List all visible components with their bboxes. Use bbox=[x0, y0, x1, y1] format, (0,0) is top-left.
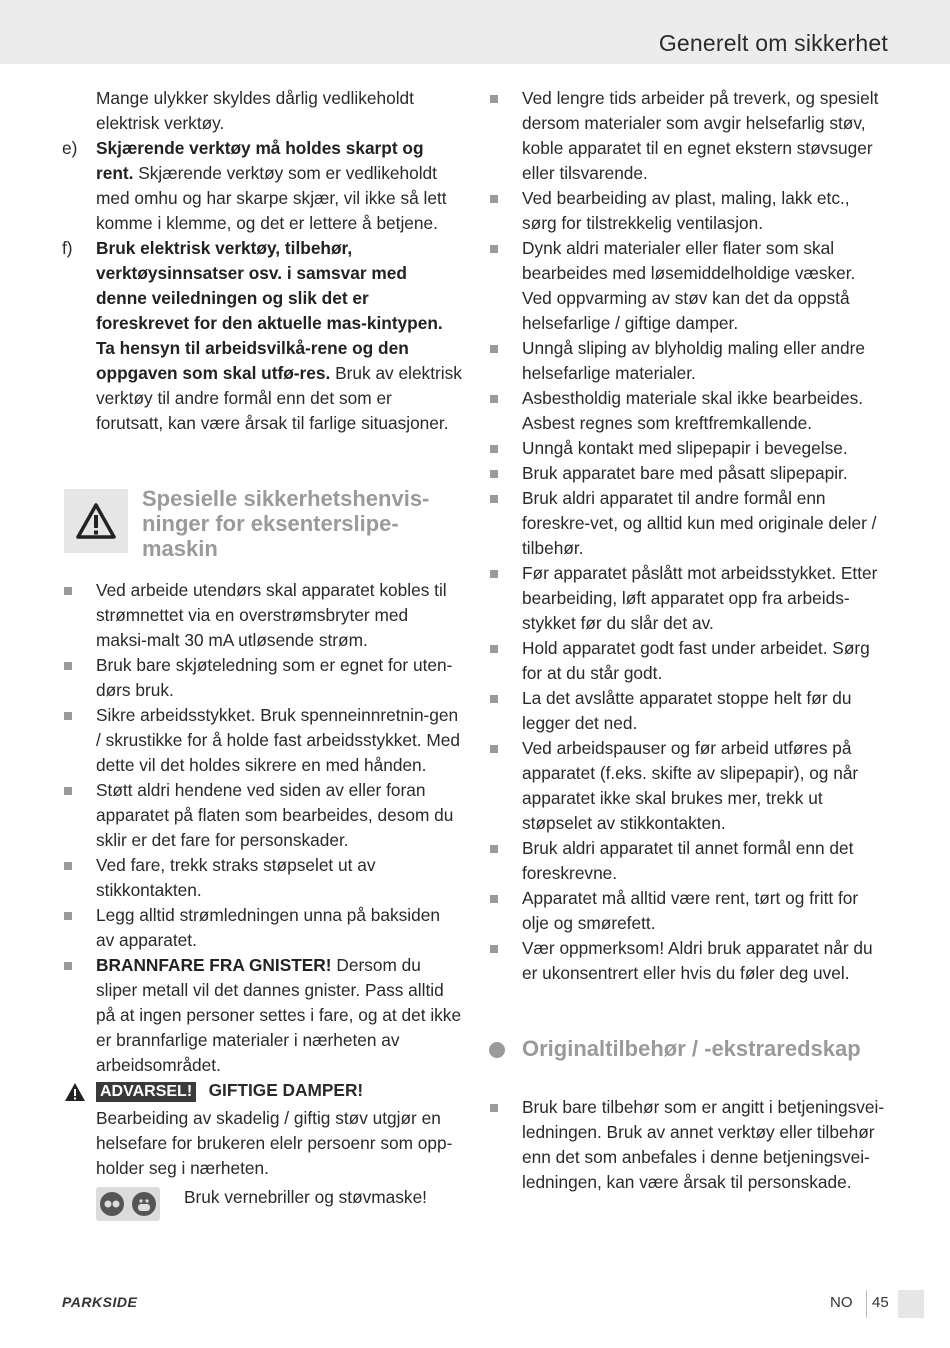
warning-text: Bearbeiding av skadelig / giftig støv utgjør en helsefare for brukeren elelr persoenr som opp-holder seg i nærheten. bbox=[96, 1108, 453, 1178]
item-bold-text: Skjærende verktøy må holdes skarpt og rent. bbox=[96, 138, 424, 183]
item-text: Skjærende verktøy som er vedlikeholdt med omhu og har skarpe skjær, vil ikke så lett komme i klemme, og det er lettere å betjene. bbox=[96, 163, 447, 233]
list-item: Unngå sliping av blyholdig maling eller andre helsefarlige materialer. bbox=[488, 336, 888, 386]
bullet-square-icon bbox=[64, 962, 72, 970]
page-number: 45 bbox=[872, 1294, 889, 1311]
bullet-square-icon bbox=[490, 745, 498, 753]
list-item: Vær oppmerksom! Aldri bruk apparatet når du er ukonsentrert eller hvis du føler deg uvel. bbox=[488, 936, 888, 986]
list-item: Ved lengre tids arbeider på treverk, og spesielt dersom materialer som avgir helsefarlig støv, koble apparatet til en egnet ekstern støvsuger eller tilsvarende. bbox=[488, 86, 888, 186]
list-item: Bruk aldri apparatet til andre formål enn foreskre-vet, og alltid kun med originale deler / tilbehør. bbox=[488, 486, 888, 561]
ppe-row bbox=[62, 1185, 462, 1225]
list-item: Bruk aldri apparatet til annet formål enn det foreskrevne. bbox=[488, 836, 888, 886]
bullet-square-icon bbox=[490, 470, 498, 478]
section-heading-safety bbox=[62, 476, 462, 561]
safety-bullet-list bbox=[62, 578, 462, 1078]
bullet-square-icon bbox=[64, 787, 72, 795]
bullet-square-icon bbox=[64, 862, 72, 870]
bullet-square-icon bbox=[490, 1104, 498, 1112]
list-item: Bruk bare tilbehør som er angitt i betjeningsvei-ledningen. Bruk av annet verktøy eller tilbehør enn det som anbefales i denne betjeningsvei-ledningen, kan være årsak til personskade. bbox=[488, 1095, 888, 1195]
bullet-square-icon bbox=[490, 345, 498, 353]
bullet-square-icon bbox=[64, 712, 72, 720]
bullet-square-icon bbox=[490, 845, 498, 853]
page-title: Generelt om sikkerhet bbox=[658, 30, 888, 56]
warning-badge: ADVARSEL! bbox=[96, 1082, 196, 1102]
item-bold-text: Bruk elektrisk verktøy, tilbehør, verktøysinnsatser osv. i samsvar med denne veiledningen og slik det er foreskrevet for den aktuelle mas-kintypen. Ta hensyn til arbeidsvilkå-rene og den oppgaven som skal utfø-res. bbox=[96, 238, 443, 383]
section-heading-accessories bbox=[488, 1036, 888, 1061]
left-column bbox=[62, 86, 462, 1225]
list-item-e bbox=[62, 136, 462, 236]
warning-row bbox=[62, 1080, 462, 1106]
bullet-square-icon bbox=[490, 395, 498, 403]
bullet-square-icon bbox=[490, 445, 498, 453]
list-item: Ved fare, trekk straks støpselet ut av stikkontakten. bbox=[62, 853, 462, 903]
list-item: Ved arbeide utendørs skal apparatet kobles til strømnettet via en overstrømsbryter med maksi-malt 30 mA utløsende strøm. bbox=[62, 578, 462, 653]
bullet-square-icon bbox=[490, 695, 498, 703]
warning-triangle-icon bbox=[64, 1082, 86, 1107]
ppe-icons bbox=[96, 1187, 160, 1221]
brand-logo: PARKSIDE bbox=[62, 1294, 138, 1310]
safety-goggles-icon bbox=[99, 1191, 125, 1217]
bullet-square-icon bbox=[490, 245, 498, 253]
item-text: Bruk av elektrisk verktøy til andre formål enn det som er forutsatt, kan være årsak til farlige situasjoner. bbox=[96, 363, 462, 433]
list-item: Ved arbeidspauser og før arbeid utføres på apparatet (f.eks. skifte av slipepapir), og når apparatet ikke skal brukes mer, trekk ut støpselet av stikkontakten. bbox=[488, 736, 888, 836]
bullet-square-icon bbox=[490, 495, 498, 503]
list-item: Støtt aldri hendene ved siden av eller foran apparatet på flaten som bearbeides, desom du sklir er det fare for personskader. bbox=[62, 778, 462, 853]
language-code: NO bbox=[830, 1294, 853, 1311]
footer-divider bbox=[866, 1290, 867, 1318]
bullet-square-icon bbox=[490, 895, 498, 903]
section-heading-text: Spesielle sikkerhetshenvis-ninger for eksenterslipe-maskin bbox=[142, 486, 430, 561]
bullet-square-icon bbox=[490, 95, 498, 103]
list-item: Før apparatet påslått mot arbeidsstykket. Etter bearbeiding, løft apparatet opp fra arbeids-stykket før du slår det av. bbox=[488, 561, 888, 636]
list-item: Hold apparatet godt fast under arbeidet. Sørg for at du står godt. bbox=[488, 636, 888, 686]
bullet-dot-icon bbox=[489, 1042, 505, 1058]
warning-title: GIFTIGE DAMPER! bbox=[208, 1080, 364, 1100]
right-column bbox=[488, 86, 888, 1195]
bullet-square-icon bbox=[490, 570, 498, 578]
section-heading-text: Originaltilbehør / -ekstraredskap bbox=[522, 1036, 861, 1061]
bullet-square-icon bbox=[64, 587, 72, 595]
list-item-fire: BRANNFARE FRA GNISTER! Dersom du sliper metall vil det dannes gnister. Pass alltid på at ingen personer settes i fare, og at det ikke er brannfarlige materialer i nærheten av arbeidsområdet. bbox=[62, 953, 462, 1078]
list-item: Apparatet må alltid være rent, tørt og fritt for olje og smørefett. bbox=[488, 886, 888, 936]
intro-text: Mange ulykker skyldes dårlig vedlikeholdt elektrisk verktøy. bbox=[96, 88, 414, 133]
bullet-square-icon bbox=[490, 945, 498, 953]
list-marker: f) bbox=[62, 238, 73, 258]
list-item: Sikre arbeidsstykket. Bruk spenneinnretnin-gen / skrustikke for å holde fast arbeidsstykket. Med dette vil det holdes sikrere en med hånden. bbox=[62, 703, 462, 778]
footer-tab-marker bbox=[898, 1290, 924, 1318]
dust-mask-icon bbox=[131, 1191, 157, 1217]
list-item: Ved bearbeiding av plast, maling, lakk etc., sørg for tilstrekkelig ventilasjon. bbox=[488, 186, 888, 236]
list-item: Asbestholdig materiale skal ikke bearbeides. Asbest regnes som kreftfremkallende. bbox=[488, 386, 888, 436]
list-item: Unngå kontakt med slipepapir i bevegelse. bbox=[488, 436, 888, 461]
list-item: Bruk bare skjøteledning som er egnet for uten-dørs bruk. bbox=[62, 653, 462, 703]
warning-triangle-icon bbox=[64, 489, 128, 553]
bullet-square-icon bbox=[64, 912, 72, 920]
bullet-square-icon bbox=[490, 645, 498, 653]
list-item-f bbox=[62, 236, 462, 436]
list-marker: e) bbox=[62, 138, 78, 158]
ppe-text: Bruk vernebriller og støvmaske! bbox=[184, 1187, 427, 1207]
list-item: La det avslåtte apparatet stoppe helt før du legger det ned. bbox=[488, 686, 888, 736]
bullet-square-icon bbox=[64, 662, 72, 670]
list-item: Legg alltid strømledningen unna på baksiden av apparatet. bbox=[62, 903, 462, 953]
list-item: Bruk apparatet bare med påsatt slipepapir. bbox=[488, 461, 888, 486]
list-item: Dynk aldri materialer eller flater som skal bearbeides med løsemiddelholdige væsker. Ved oppvarming av støv kan det da oppstå helsefarlige / giftige damper. bbox=[488, 236, 888, 336]
bullet-square-icon bbox=[490, 195, 498, 203]
